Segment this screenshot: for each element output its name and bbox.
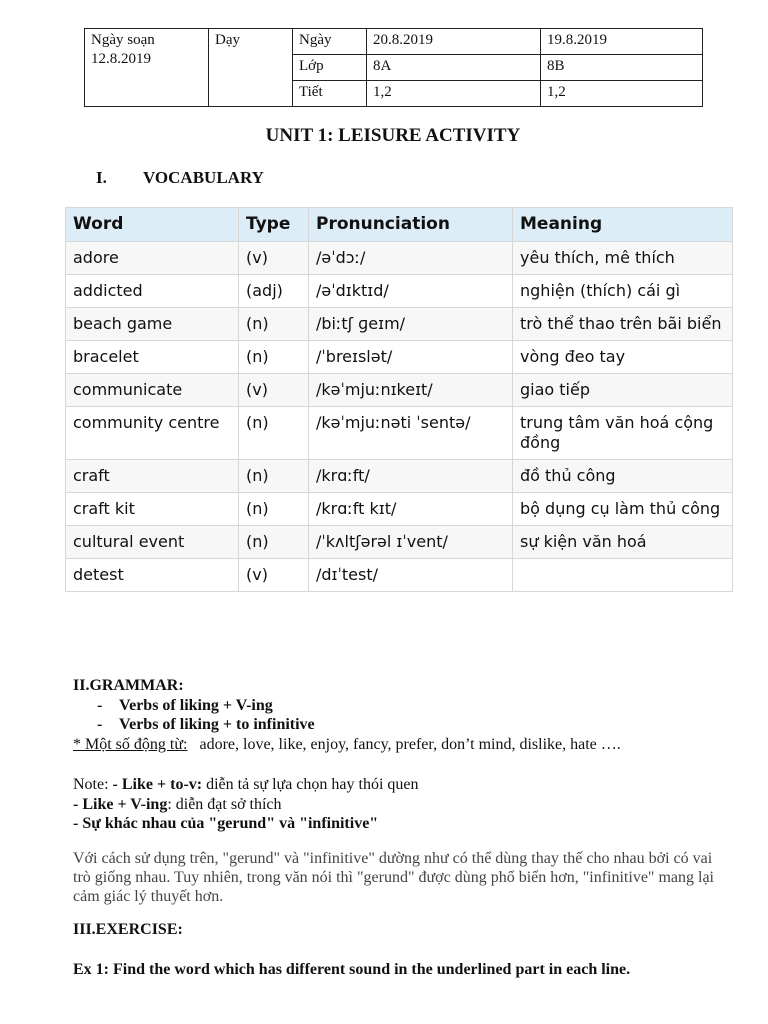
vocab-word: cultural event [66, 526, 239, 559]
schedule-row-label: Tiết [293, 81, 367, 107]
note-section [73, 775, 733, 834]
vocab-word: adore [66, 242, 239, 275]
vocab-row [66, 460, 733, 493]
vocab-type: (n) [239, 407, 309, 460]
grammar-item: - Verbs of liking + to infinitive [97, 716, 315, 733]
prepared-label: Ngày soạn [91, 32, 155, 48]
section-vocabulary-heading [96, 168, 264, 188]
schedule-cell: 8B [541, 55, 703, 81]
vocab-type: (n) [239, 341, 309, 374]
verbs-line [73, 735, 733, 755]
vocab-word: communicate [66, 374, 239, 407]
vocabulary-table [65, 207, 733, 592]
header-meaning: Meaning [513, 208, 733, 242]
vocab-row [66, 526, 733, 559]
schedule-row-label: Lớp [293, 55, 367, 81]
vocab-type: (n) [239, 308, 309, 341]
prepared-date: 12.8.2019 [91, 51, 151, 67]
header-pronunciation: Pronunciation [309, 208, 513, 242]
vocab-word: bracelet [66, 341, 239, 374]
vocab-word: detest [66, 559, 239, 592]
vocab-word: addicted [66, 275, 239, 308]
vocab-pronunciation: /krɑːft kɪt/ [309, 493, 513, 526]
vocab-type: (n) [239, 493, 309, 526]
vocab-type: (v) [239, 242, 309, 275]
grammar-item: - Verbs of liking + V-ing [97, 696, 273, 714]
schedule-cell: 8A [367, 55, 541, 81]
vocab-meaning [513, 559, 733, 592]
header-word: Word [66, 208, 239, 242]
verbs-label: * Một số động từ: [73, 735, 188, 753]
unit-title: UNIT 1: LEISURE ACTIVITY [265, 125, 521, 146]
vocab-row [66, 308, 733, 341]
vocab-meaning: bộ dụng cụ làm thủ công [513, 493, 733, 526]
schedule-row-label: Ngày [293, 29, 367, 55]
note-line: - Like + V-ing: diễn đạt sở thích [73, 795, 282, 813]
vocab-meaning: nghiện (thích) cái gì [513, 275, 733, 308]
vocab-row [66, 275, 733, 308]
vocab-meaning: giao tiếp [513, 374, 733, 407]
vocab-pronunciation: /əˈdɪktɪd/ [309, 275, 513, 308]
section-number: I. [96, 168, 107, 187]
vocab-meaning: vòng đeo tay [513, 341, 733, 374]
header-type: Type [239, 208, 309, 242]
vocab-word: community centre [66, 407, 239, 460]
vocab-word: craft kit [66, 493, 239, 526]
vocab-row [66, 242, 733, 275]
vocab-row [66, 341, 733, 374]
vocab-pronunciation: /biːtʃ ɡeɪm/ [309, 308, 513, 341]
grammar-title: II.GRAMMAR: [73, 677, 184, 694]
vocab-meaning: trò thể thao trên bãi biển [513, 308, 733, 341]
exercise-1-instruction: Ex 1: Find the word which has different sound in the underlined part in each line. [73, 961, 631, 978]
schedule-cell: 20.8.2019 [367, 29, 541, 55]
note-line: - Sự khác nhau của "gerund" và "infinitive" [73, 815, 379, 832]
section-title: VOCABULARY [143, 168, 264, 187]
schedule-cell: 19.8.2019 [541, 29, 703, 55]
schedule-cell: 1,2 [541, 81, 703, 107]
vocab-type: (v) [239, 374, 309, 407]
vocab-type: (n) [239, 526, 309, 559]
vocab-type: (adj) [239, 275, 309, 308]
vocab-pronunciation: /dɪˈtest/ [309, 559, 513, 592]
vocab-row [66, 559, 733, 592]
exercise-title: III.EXERCISE: [73, 921, 183, 938]
vocab-pronunciation: /krɑːft/ [309, 460, 513, 493]
vocab-meaning: yêu thích, mê thích [513, 242, 733, 275]
grammar-section [73, 676, 733, 754]
vocab-row [66, 407, 733, 460]
vocab-word: craft [66, 460, 239, 493]
vocab-word: beach game [66, 308, 239, 341]
vocab-row [66, 374, 733, 407]
vocab-pronunciation: /ˈkʌltʃərəl ɪˈvent/ [309, 526, 513, 559]
vocab-header-row [66, 208, 733, 242]
vocab-pronunciation: /kəˈmjuːnɪkeɪt/ [309, 374, 513, 407]
vocab-meaning: trung tâm văn hoá cộng đồng [513, 407, 733, 460]
vocab-type: (n) [239, 460, 309, 493]
vocab-meaning: đồ thủ công [513, 460, 733, 493]
note-line: Note: - Like + to-v: diễn tả sự lựa chọn hay thói quen [73, 776, 419, 793]
vocab-meaning: sự kiện văn hoá [513, 526, 733, 559]
vocab-row [66, 493, 733, 526]
teach-label: Dạy [209, 29, 293, 107]
verbs-list: adore, love, like, enjoy, fancy, prefer, don’t mind, dislike, hate …. [199, 735, 621, 753]
schedule-table [84, 28, 703, 107]
explanation-paragraph: Với cách sử dụng trên, "gerund" và "infinitive" dường như có thể dùng thay thế cho nhau bởi có vai trò giống nhau. Tuy nhiên, trong văn nói thì "gerund" được dùng phổ biến hơn, "infinitive" mang lại cảm giác lý thuyết hơn. [73, 850, 714, 905]
vocab-pronunciation: /kəˈmjuːnəti ˈsentə/ [309, 407, 513, 460]
schedule-cell: 1,2 [367, 81, 541, 107]
vocab-pronunciation: /ˈbreɪslət/ [309, 341, 513, 374]
prepared-cell [85, 29, 209, 107]
vocab-type: (v) [239, 559, 309, 592]
vocab-pronunciation: /əˈdɔː/ [309, 242, 513, 275]
